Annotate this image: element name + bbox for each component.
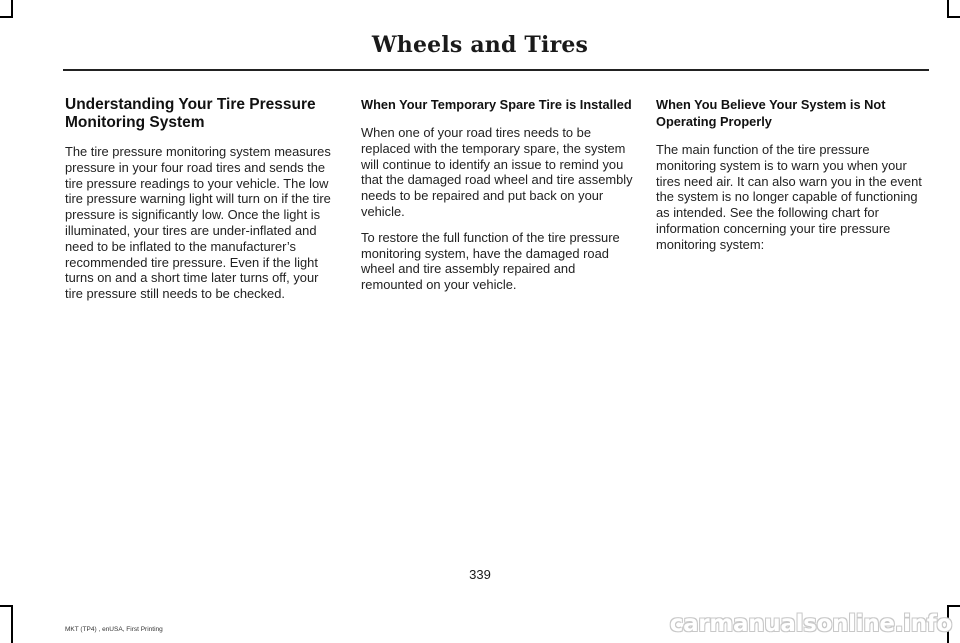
section-heading: When Your Temporary Spare Tire is Installed (361, 97, 632, 112)
watermark: carmanualsonline.info (669, 611, 952, 637)
print-info: MKT (TP4) , enUSA, First Printing (65, 626, 163, 633)
column-temporary-spare (361, 96, 635, 303)
crop-mark-bottom-left (11, 605, 13, 643)
body-paragraph: To restore the full function of the tire pressure monitoring system, have the damaged road wheel and tire assembly repaired and remounted on your vehicle. (361, 229, 620, 293)
header-divider (63, 69, 929, 71)
body-paragraph: The tire pressure monitoring system measures pressure in your four road tires and sends the tire pressure readings to your vehicle. The low tire pressure warning light will turn on if the tire pressure is significantly low. Once the light is illuminated, your tires are under-inflated and need to be inflated to the manufacturer’s recommended tire pressure. Even if the light turns on and a short time later turns off, your tire pressure still needs to be checked. (65, 144, 331, 302)
section-heading: When You Believe Your System is Not Operating Properly (656, 97, 886, 129)
section-heading: Understanding Your Tire Pressure Monitoring System (65, 96, 316, 131)
body-paragraph: The main function of the tire pressure monitoring system is to warn you when your tires need air. It can also warn you in the event the system is no longer capable of functioning as intended. See the following chart for information concerning your tire pressure monitoring system: (656, 142, 922, 252)
crop-mark-top-right (947, 16, 960, 18)
column-understanding-tpms (65, 96, 339, 312)
column-system-not-operating (656, 96, 930, 263)
body-paragraph: When one of your road tires needs to be replaced with the temporary spare, the system will continue to identify an issue to remind you that the damaged road wheel and tire assembly needs to be repaired and put back on your vehicle. (361, 125, 633, 219)
crop-mark-bottom-left (0, 605, 13, 607)
crop-mark-bottom-right (947, 605, 960, 607)
page-number: 339 (469, 567, 491, 582)
crop-mark-top-left (0, 16, 13, 18)
page-title: Wheels and Tires (371, 32, 589, 58)
